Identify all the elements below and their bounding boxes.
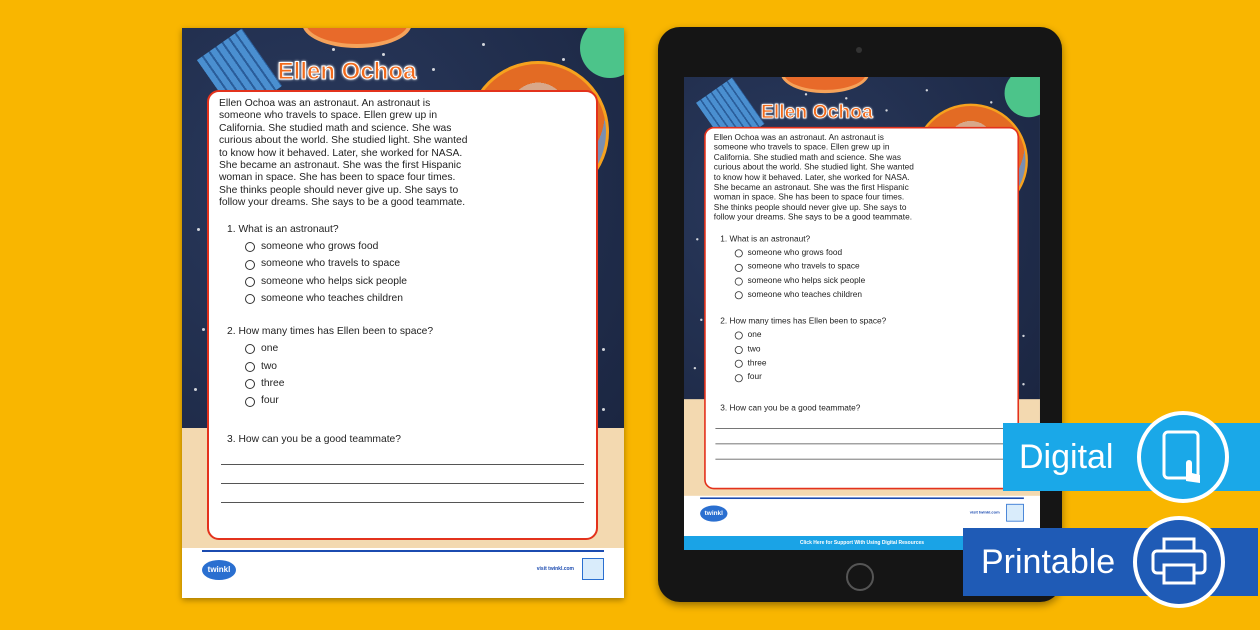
option-label: two	[261, 360, 278, 372]
answer-option[interactable]	[245, 378, 586, 390]
answer-option[interactable]	[245, 293, 586, 305]
option-label: one	[747, 330, 762, 340]
answer-line[interactable]	[221, 464, 584, 465]
tablet-screen	[684, 77, 1040, 550]
option-label: four	[747, 372, 762, 382]
twinkl-logo: twinkl	[202, 560, 236, 580]
answer-option[interactable]	[735, 359, 1010, 369]
radio-button[interactable]	[245, 397, 255, 407]
option-label: someone who travels to space	[747, 262, 860, 272]
answer-option[interactable]	[245, 361, 586, 373]
answer-option[interactable]	[735, 373, 1010, 383]
printable-label: Printable	[981, 542, 1116, 581]
radio-button[interactable]	[735, 292, 743, 300]
star	[696, 238, 698, 240]
worksheet-footer	[700, 497, 1024, 517]
worksheet-content	[704, 127, 1019, 489]
option-label: someone who helps sick people	[261, 275, 407, 287]
tablet-device	[658, 27, 1062, 602]
question-text: 3. How can you be a good teammate?	[227, 433, 402, 445]
question-text: 1. What is an astronaut?	[720, 234, 811, 244]
question-text: 3. How can you be a good teammate?	[720, 403, 861, 413]
answer-option[interactable]	[735, 249, 1010, 259]
star	[700, 319, 702, 321]
visit-link[interactable]: visit twinkl.com	[969, 510, 1000, 516]
planet-illustration	[1005, 77, 1040, 117]
question-1	[219, 224, 586, 306]
answer-option[interactable]	[245, 395, 586, 407]
intro-text: Ellen Ochoa was an astronaut. An astronaut is someone who travels to space. Ellen grew up in California. She studied math and science. She was curious about the world. She studied light. She wanted to know how it behaved. Later, she worked for NASA. She became an astronaut. She was the first Hispanic woman in space. She has been to space four times. She thinks people should never give up. She says to follow your dreams. She says to be a good teammate.	[219, 98, 468, 209]
radio-button[interactable]	[245, 362, 255, 372]
planet-illustration	[580, 28, 624, 78]
option-label: three	[261, 377, 285, 389]
answer-option[interactable]	[735, 277, 1010, 287]
option-label: two	[747, 344, 761, 354]
star	[805, 93, 807, 95]
answer-line[interactable]	[715, 459, 1007, 460]
worksheet-title: Ellen Ochoa	[761, 101, 873, 123]
star	[602, 348, 605, 351]
question-2	[219, 326, 586, 408]
radio-button[interactable]	[245, 344, 255, 354]
tablet-touch-icon	[1137, 411, 1229, 503]
question-3	[219, 434, 586, 446]
question-text: 2. How many times has Ellen been to space?	[227, 325, 434, 337]
option-label: someone who travels to space	[261, 258, 401, 270]
quality-badge-icon	[582, 558, 604, 580]
answer-line[interactable]	[715, 428, 1007, 429]
question-2	[714, 317, 1010, 383]
planet-illustration	[302, 28, 412, 48]
answer-line[interactable]	[221, 483, 584, 484]
answer-option[interactable]	[735, 291, 1010, 301]
planet-illustration	[781, 77, 870, 93]
worksheet-title: Ellen Ochoa	[277, 58, 417, 85]
digital-badge	[1003, 423, 1260, 491]
radio-button[interactable]	[245, 260, 255, 270]
star	[194, 388, 197, 391]
star	[990, 101, 992, 103]
question-text: 1. What is an astronaut?	[227, 223, 339, 235]
answer-line[interactable]	[715, 444, 1007, 445]
option-label: someone who grows food	[747, 248, 843, 258]
answer-option[interactable]	[245, 241, 586, 253]
option-label: one	[261, 343, 279, 355]
option-label: someone who helps sick people	[747, 276, 866, 286]
answer-line[interactable]	[221, 502, 584, 503]
printable-badge	[963, 528, 1258, 596]
radio-button[interactable]	[735, 250, 743, 258]
answer-option[interactable]	[245, 343, 586, 355]
intro-text: Ellen Ochoa was an astronaut. An astronaut is someone who travels to space. Ellen grew up in California. She studied math and science. She was curious about the world. She studied light. She wanted to know how it behaved. Later, she worked for NASA. She became an astronaut. She was the first Hispanic woman in space. She has been to space four times. She thinks people should never give up. She says to follow your dreams. She says to be a good teammate.	[713, 133, 914, 223]
option-label: someone who grows food	[261, 241, 379, 253]
option-label: three	[747, 358, 767, 368]
camera-icon	[856, 47, 862, 53]
answer-option[interactable]	[245, 276, 586, 288]
question-1	[714, 235, 1010, 301]
star	[382, 53, 385, 56]
quality-badge-icon	[1006, 504, 1024, 522]
radio-button[interactable]	[735, 374, 743, 382]
worksheet-content	[207, 90, 598, 540]
radio-button[interactable]	[735, 360, 743, 368]
answer-option[interactable]	[735, 263, 1010, 273]
answer-option[interactable]	[735, 345, 1010, 355]
star	[332, 48, 335, 51]
star	[1022, 335, 1024, 337]
radio-button[interactable]	[735, 264, 743, 272]
radio-button[interactable]	[245, 242, 255, 252]
printer-icon	[1133, 516, 1225, 608]
star	[1022, 383, 1024, 385]
support-link-bar[interactable]: Click Here for Support With Using Digital Resources	[684, 536, 1040, 550]
answer-option[interactable]	[735, 331, 1010, 341]
star	[926, 89, 928, 91]
home-button[interactable]	[846, 563, 874, 591]
visit-link[interactable]: visit twinkl.com	[536, 566, 574, 572]
radio-button[interactable]	[735, 278, 743, 286]
printable-worksheet	[182, 28, 624, 598]
star	[197, 228, 200, 231]
option-label: someone who teaches children	[747, 290, 862, 300]
star	[602, 408, 605, 411]
question-text: 2. How many times has Ellen been to space?	[720, 316, 887, 326]
option-label: four	[261, 395, 279, 407]
question-3	[714, 404, 1010, 414]
radio-button[interactable]	[245, 294, 255, 304]
digital-label: Digital	[1019, 437, 1114, 476]
radio-button[interactable]	[245, 277, 255, 287]
star	[845, 97, 847, 99]
radio-button[interactable]	[245, 379, 255, 389]
radio-button[interactable]	[735, 332, 743, 340]
worksheet-footer	[202, 550, 604, 574]
answer-option[interactable]	[245, 258, 586, 270]
star	[482, 43, 485, 46]
option-label: someone who teaches children	[261, 293, 403, 305]
star	[202, 328, 205, 331]
digital-worksheet	[684, 77, 1040, 536]
radio-button[interactable]	[735, 346, 743, 354]
star	[562, 58, 565, 61]
twinkl-logo: twinkl	[700, 505, 727, 521]
star	[694, 367, 696, 369]
